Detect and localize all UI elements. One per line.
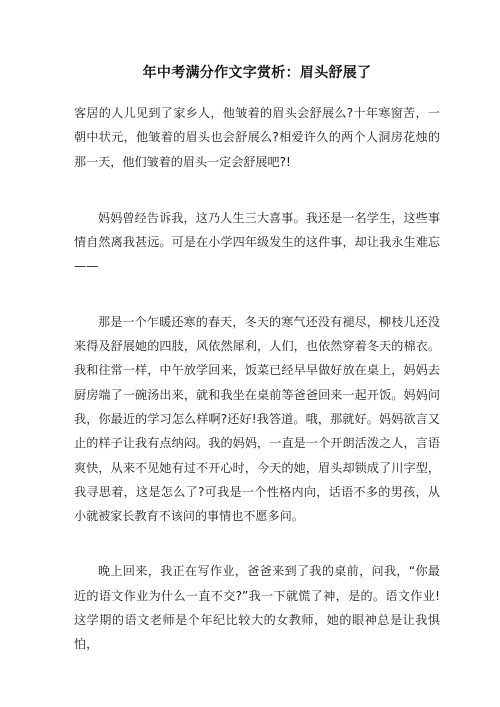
paragraph-3: 那是一个乍暖还寒的春天，冬天的寒气还没有褪尽，柳枝儿还没来得及舒展她的四肢，风依然犀利，人们，也依然穿着冬天的棉衣。我和往常一样，中午放学回来，饭菜已经早早做好放在桌上，妈妈去厨房端了一碗汤出来，就和我坐在桌前等爸爸回来一起开饭。妈妈问我，你最近的学习怎么样啊?还好!我答道。哦，那就好。妈妈欲言又止的样子让我有点纳闷。我的妈妈，一直是一个开朗活泼之人，言语爽快，从来不见她有过不开心时，今天的她，眉头却锁成了川字型，我寻思着，这是怎么了?可我是一个性格内向，话语不多的男孩，从小就被家长教育不该问的事情也不愿多问。	[74, 314, 440, 524]
paragraph-4: 晚上回来，我正在写作业，爸爸来到了我的桌前，问我，“你最近的语文作业为什么一直不交?”我一下就慌了神，是的。语文作业!这学期的语文老师是个年纪比较大的女教师，她的眼神总是让我惧怕，	[74, 564, 440, 652]
paragraph-1: 客居的人儿见到了家乡人，他皱着的眉头会舒展么?十年寒窗苦，一朝中状元，他皱着的眉头也会舒展么?相爱许久的两个人洞房花烛的那一天，他们皱着的眉头一定会舒展吧?!	[74, 106, 440, 169]
document-title: 年中考满分作文字赏析：眉头舒展了	[142, 65, 372, 81]
paragraph-2: 妈妈曾经告诉我，这乃人生三大喜事。我还是一名学生，这些事情自然离我甚远。可是在小学四年级发生的这件事，却让我永生难忘——	[74, 210, 440, 274]
